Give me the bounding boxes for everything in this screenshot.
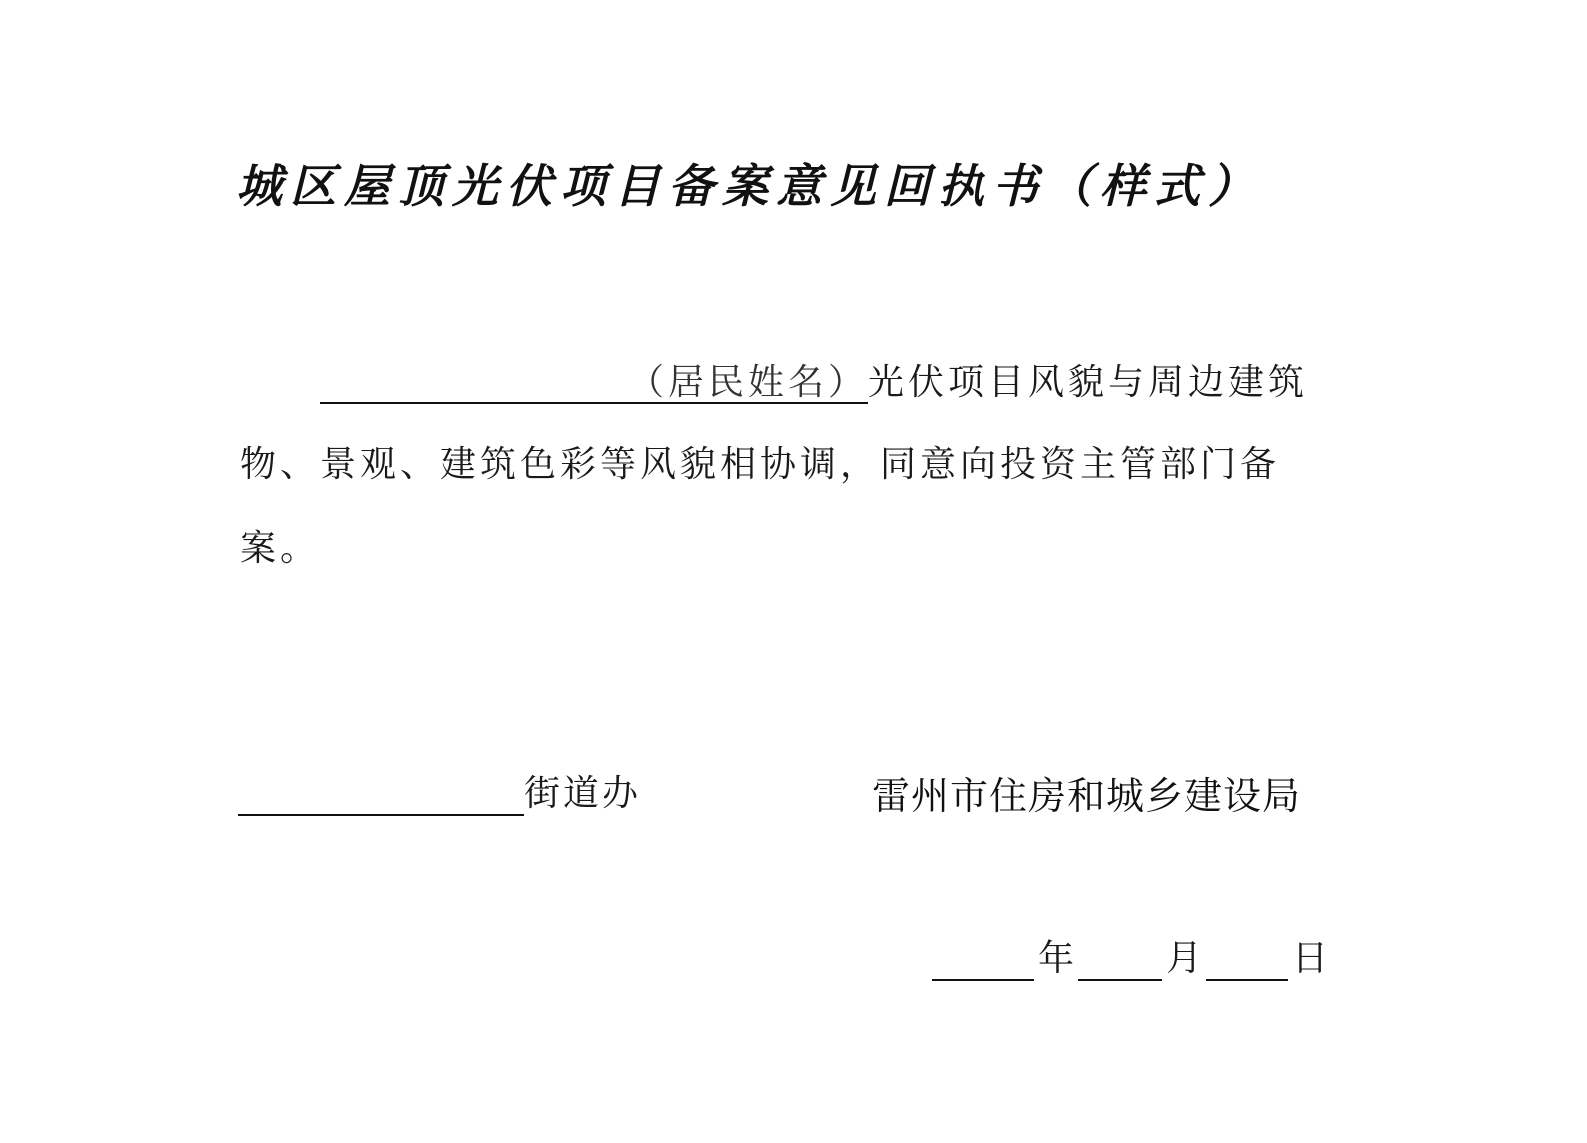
- day-blank[interactable]: [1206, 941, 1288, 981]
- month-unit: 月: [1166, 938, 1203, 979]
- paragraph-line-1: [240, 354, 1308, 405]
- subdistrict-label: 街道办: [524, 773, 642, 814]
- paragraph-line-2: 物、景观、建筑色彩等风貌相协调，同意向投资主管部门备: [240, 444, 1281, 485]
- document-title: 城区屋顶光伏项目备案意见回执书（样式）: [236, 159, 1262, 213]
- day-unit: 日: [1292, 938, 1329, 979]
- month-blank[interactable]: [1078, 941, 1162, 981]
- paragraph-line-1-text: 光伏项目风貌与周边建筑: [868, 362, 1309, 403]
- year-blank[interactable]: [932, 941, 1034, 981]
- resident-name-blank[interactable]: [320, 364, 868, 404]
- paragraph-line-3: 案。: [240, 528, 321, 569]
- date-line: [932, 930, 1328, 981]
- subdistrict-name-blank[interactable]: [238, 776, 524, 816]
- subdistrict-signature: [238, 765, 641, 816]
- year-unit: 年: [1038, 938, 1075, 979]
- resident-name-hint: （居民姓名）: [627, 362, 868, 403]
- bureau-signature: 雷州市住房和城乡建设局: [872, 774, 1302, 818]
